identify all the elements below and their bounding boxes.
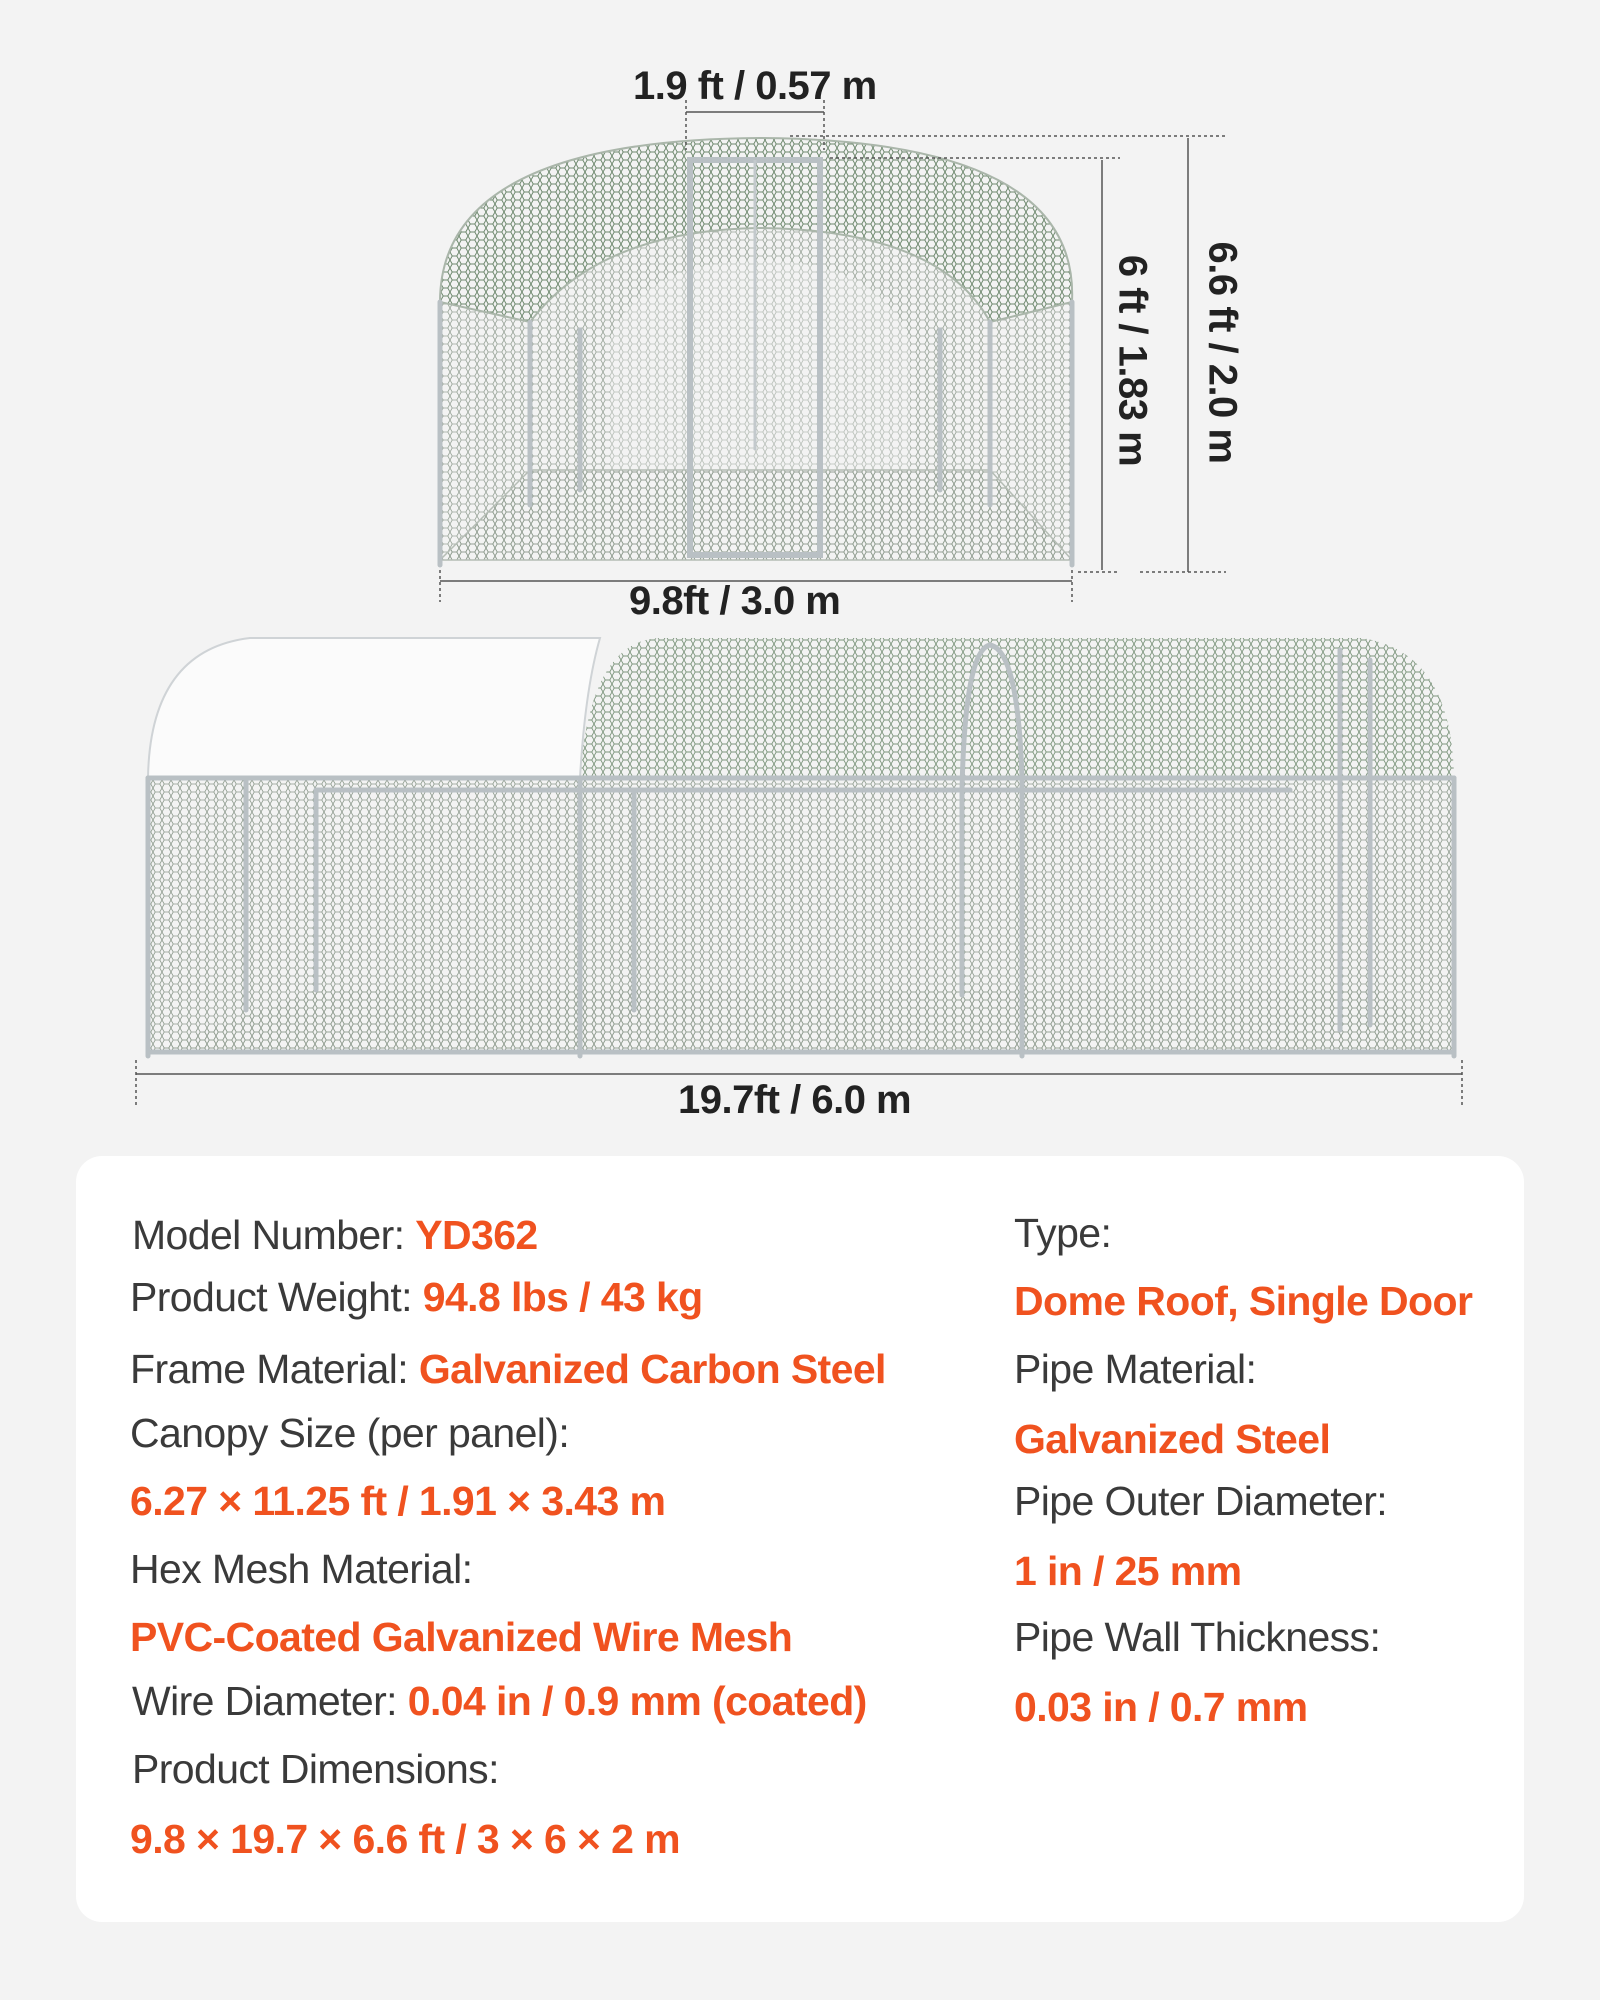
length-label: 19.7ft / 6.0 m [678, 1078, 912, 1122]
canopy-label: Canopy Size (per panel): [130, 1410, 570, 1456]
width-label: 9.8ft / 3.0 m [629, 579, 841, 623]
canopy-value: 6.27 × 11.25 ft / 1.91 × 3.43 m [130, 1478, 666, 1524]
front-view [440, 100, 1226, 602]
spec-mesh-label [130, 1546, 472, 1593]
frame-label: Frame Material: [130, 1346, 419, 1392]
spec-od-value [1014, 1548, 1242, 1595]
frame-value: Galvanized Carbon Steel [418, 1346, 886, 1392]
spec-canopy-value [130, 1478, 665, 1525]
door-width-label: 1.9 ft / 0.57 m [633, 64, 877, 108]
model-value: YD362 [415, 1212, 538, 1258]
spec-wall-label [1014, 1614, 1380, 1661]
od-label: Pipe Outer Diameter: [1014, 1478, 1388, 1524]
spec-wire [132, 1678, 867, 1725]
pipe-label: Pipe Material: [1014, 1346, 1257, 1392]
od-value: 1 in / 25 mm [1014, 1548, 1242, 1594]
type-label: Type: [1014, 1210, 1112, 1256]
mesh-value: PVC-Coated Galvanized Wire Mesh [130, 1614, 793, 1660]
weight-label: Product Weight: [130, 1274, 423, 1320]
spec-pipe-label [1014, 1346, 1256, 1393]
spec-mesh-value [130, 1614, 792, 1661]
spec-od-label [1014, 1478, 1387, 1525]
spec-weight [130, 1274, 703, 1321]
spec-frame [130, 1346, 886, 1393]
wall-value: 0.03 in / 0.7 mm [1014, 1684, 1308, 1730]
wire-label: Wire Diameter: [132, 1678, 408, 1724]
weight-value: 94.8 lbs / 43 kg [422, 1274, 703, 1320]
mesh-label: Hex Mesh Material: [130, 1546, 473, 1592]
side-view [136, 638, 1462, 1106]
wire-value: 0.04 in / 0.9 mm (coated) [407, 1678, 867, 1724]
side-height-label: 6 ft / 1.83 m [1110, 254, 1155, 467]
spec-model [132, 1212, 538, 1259]
spec-wall-value [1014, 1684, 1308, 1731]
total-height-label: 6.6 ft / 2.0 m [1200, 241, 1245, 464]
spec-type-label [1014, 1210, 1111, 1257]
spec-canopy-label [130, 1410, 569, 1457]
type-value: Dome Roof, Single Door [1014, 1278, 1473, 1324]
spec-card [76, 1156, 1524, 1922]
dims-value: 9.8 × 19.7 × 6.6 ft / 3 × 6 × 2 m [130, 1816, 681, 1862]
spec-pipe-value [1014, 1416, 1330, 1463]
wall-label: Pipe Wall Thickness: [1014, 1614, 1381, 1660]
pipe-value: Galvanized Steel [1014, 1416, 1331, 1462]
spec-dims-label [132, 1746, 499, 1793]
spec-dims-value [130, 1816, 680, 1863]
spec-type-value [1014, 1278, 1472, 1325]
dims-label: Product Dimensions: [132, 1746, 499, 1792]
model-label: Model Number: [132, 1212, 416, 1258]
